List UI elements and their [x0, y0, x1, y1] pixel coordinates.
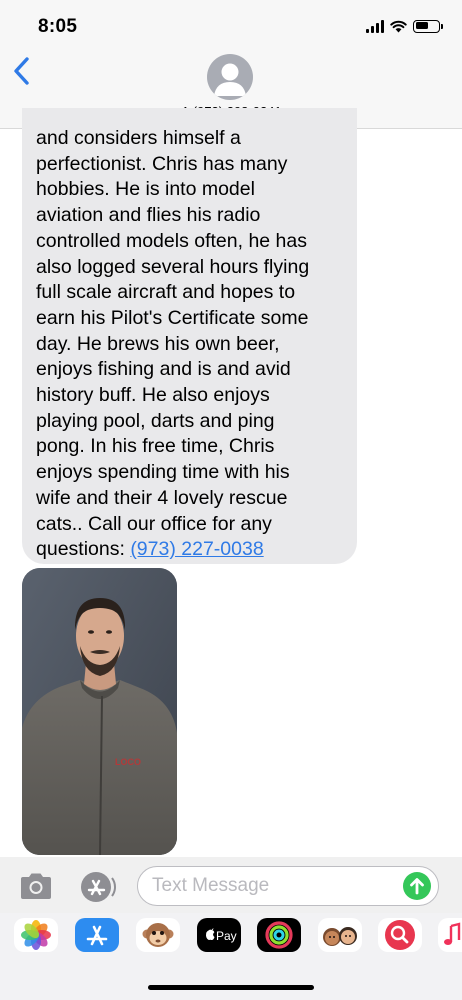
- app-store-drawer-icon[interactable]: [75, 918, 119, 952]
- message-input[interactable]: [137, 866, 439, 906]
- message-line: pong. In his free time, Chris: [36, 435, 275, 458]
- portrait-photo: [22, 568, 177, 855]
- web-search-icon[interactable]: [378, 918, 422, 952]
- message-line: and considers himself a: [36, 127, 241, 149]
- message-line: history buff. He also enjoys: [36, 384, 270, 407]
- shirt-logo: LOCO: [115, 757, 141, 767]
- message-line-last: [36, 537, 343, 563]
- phone-number-link[interactable]: (973) 227-0038: [130, 538, 264, 561]
- send-arrow-icon: [403, 872, 431, 900]
- music-icon[interactable]: [438, 918, 462, 952]
- message-line: enjoys spending time with his: [36, 461, 290, 484]
- animoji-icon[interactable]: [136, 918, 180, 952]
- message-line: perfectionist. Chris has many: [36, 152, 288, 175]
- camera-icon[interactable]: [18, 871, 54, 901]
- wifi-icon: [390, 20, 407, 33]
- message-line: aviation and flies his radio: [36, 204, 261, 227]
- message-text: questions:: [36, 538, 131, 561]
- app-store-icon[interactable]: [79, 870, 117, 904]
- person-silhouette-icon: [207, 54, 253, 100]
- home-indicator[interactable]: [148, 985, 314, 990]
- status-icons: [366, 18, 440, 34]
- memoji-icon[interactable]: [318, 918, 362, 952]
- message-line: playing pool, darts and ping: [36, 409, 275, 432]
- activity-icon[interactable]: [257, 918, 301, 952]
- message-line: wife and their 4 lovely rescue: [36, 486, 288, 509]
- message-line: hobbies. He is into model: [36, 178, 255, 201]
- back-chevron-icon[interactable]: [10, 56, 34, 86]
- message-line: earn his Pilot's Certificate some: [36, 306, 309, 329]
- contact-avatar[interactable]: [207, 54, 253, 100]
- message-input-placeholder: Text Message: [152, 875, 270, 896]
- battery-icon: [413, 20, 440, 33]
- cellular-signal-icon: [366, 20, 384, 33]
- message-bubble: [22, 108, 357, 564]
- photo-attachment[interactable]: [22, 568, 177, 855]
- message-line: day. He brews his own beer,: [36, 332, 280, 355]
- message-line: also logged several hours flying: [36, 255, 310, 278]
- photos-icon[interactable]: [14, 918, 58, 952]
- message-line: cats.. Call our office for any: [36, 512, 272, 535]
- message-line: controlled models often, he has: [36, 229, 308, 252]
- status-time: 8:05: [38, 16, 78, 37]
- apple-pay-label: Pay: [216, 929, 237, 943]
- send-button[interactable]: [403, 872, 431, 900]
- message-line: enjoys fishing and is and avid: [36, 358, 291, 381]
- apple-pay-icon[interactable]: [197, 918, 241, 952]
- message-line: full scale aircraft and hopes to: [36, 281, 296, 304]
